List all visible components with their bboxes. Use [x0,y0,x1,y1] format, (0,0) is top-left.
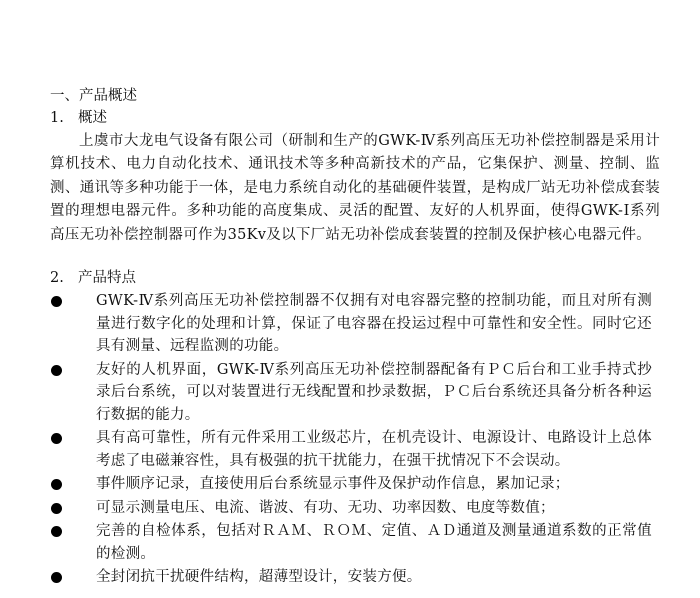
feature-text: 全封闭抗干扰硬件结构，超薄型设计，安装方便。 [96,569,422,585]
feature-text: 友好的人机界面，GWK-Ⅳ系列高压无功补偿控制器配备有ＰＣ后台和工业手持式抄录后台系统，可以对装置进行无线配置和抄录数据，ＰＣ后台系统还具备分析各种运行数据的能力。 [96,361,652,423]
section-heading: 一、产品概述 [50,88,137,104]
bullet-dot-icon [51,526,62,537]
features-title: 产品特点 [78,270,136,286]
feature-item-1 [0,290,652,358]
bullet-dot-icon [51,479,62,490]
features-number: 2. [50,270,64,286]
feature-item-7 [0,566,652,589]
feature-text: 具有高可靠性，所有元件采用工业级芯片，在机壳设计、电源设计、电路设计上总体考虑了电磁兼容性，具有极强的抗干扰能力，在强干扰情况下不会误动。 [96,430,652,469]
bullet-dot-icon [51,433,62,444]
feature-text: 可显示测量电压、电流、谐波、有功、无功、功率因数、电度等数值； [96,499,555,516]
feature-text: GWK-Ⅳ系列高压无功补偿控制器不仅拥有对电容器完整的控制功能，而且对所有测量进行数字化的处理和计算，保证了电容器在投运过程中可靠性和安全性。同时它还具有测量、远程监测的功能。 [96,293,652,354]
features-subheading [50,268,136,288]
overview-paragraph: 上虞市大龙电气设备有限公司（研制和生产的GWK-Ⅳ系列高压无功补偿控制器是采用计算机技术、电力自动化技术、通讯技术等多种高新技术的产品，它集保护、测量、控制、监测、通讯等多种功能于一体，是电力系统自动化的基础硬件装置，是构成厂站无功补偿成套装置的理想电器元件。多种功能的高度集成、灵活的配置、友好的人机界面，使得GWK-Ⅰ系列高压无功补偿控制器可作为35Kv及以下厂站无功补偿成套装置的控制及保护核心电器元件。 [50,133,660,243]
feature-item-4 [0,473,652,496]
bullet-dot-icon [51,572,62,583]
feature-item-6 [0,520,652,565]
overview-number: 1. [50,110,64,126]
feature-item-5 [0,497,652,520]
feature-item-3 [0,427,652,472]
feature-item-2 [0,359,652,427]
feature-text: 事件顺序记录，直接使用后台系统显示事件及保护动作信息，累加记录； [96,476,570,492]
bullet-dot-icon [51,365,62,376]
bullet-dot-icon [51,503,62,514]
feature-text: 完善的自检体系，包括对ＲＡＭ、ＲＯＭ、定值、ＡＤ通道及测量通道系数的正常值的检测。 [96,523,652,562]
overview-title: 概述 [78,110,107,126]
overview-subheading [50,108,107,128]
feature-list [0,290,700,589]
bullet-dot-icon [51,296,62,307]
